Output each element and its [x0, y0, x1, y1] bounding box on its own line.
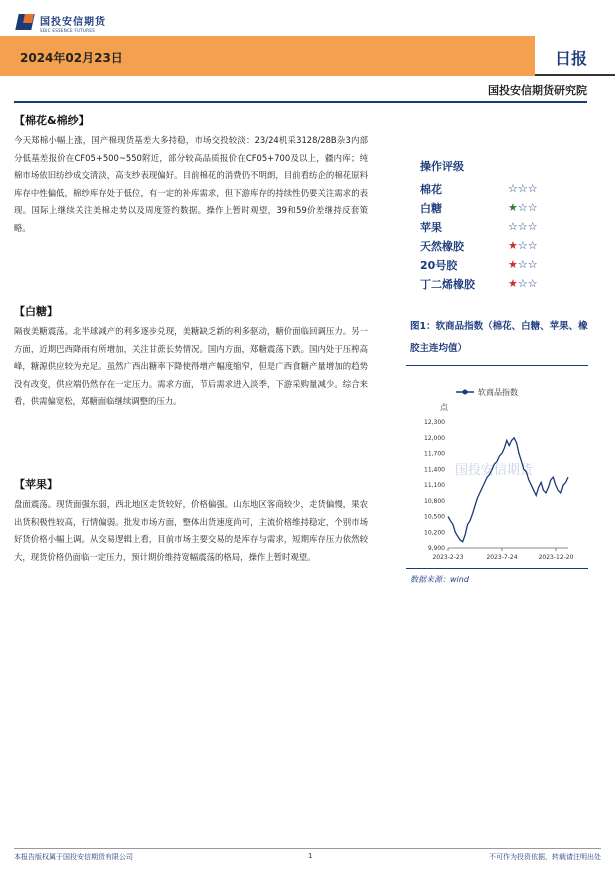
logo-name-en: SDIC ESSENCE FUTURES [40, 28, 96, 33]
rating-stars [508, 220, 538, 233]
rating-item-name: 20号胶 [420, 258, 458, 272]
star-empty-icon: ☆ [527, 182, 538, 195]
logo-name-cn: 国投安信期货 [40, 17, 106, 28]
rating-stars [508, 201, 538, 214]
rating-item-name: 苹果 [420, 220, 442, 234]
rating-row [420, 179, 570, 198]
star-empty-icon: ☆ [527, 220, 538, 233]
company-logo [14, 12, 106, 34]
rating-item-name: 天然橡胶 [420, 239, 464, 253]
chart-watermark: 国投安信期货 [455, 463, 534, 478]
logo-icon [14, 12, 36, 34]
series-line [448, 438, 568, 542]
rating-stars [508, 239, 538, 252]
y-tick-label: 12,300 [424, 419, 445, 426]
figure-title: 图1：软商品指数（棉花、白糖、苹果、橡胶主连均值） [410, 321, 588, 354]
report-type: 日报 [554, 49, 587, 68]
star-empty-icon: ☆ [527, 277, 538, 290]
x-tick-label: 2023-2-23 [432, 554, 464, 561]
star-empty-icon: ☆ [517, 277, 528, 290]
star-filled-icon: ★ [508, 277, 518, 290]
footer-divider [14, 848, 601, 849]
report-date: 2024年02月23日 [20, 51, 123, 65]
rating-item-name: 棉花 [420, 182, 442, 196]
soft-commodity-index-chart [408, 380, 588, 570]
section-title-cotton: 【棉花&棉纱】 [14, 114, 90, 127]
footer-disclaimer: 不可作为投资依据，转载请注明出处 [489, 853, 601, 861]
figure-divider-top [406, 365, 588, 366]
figure-divider-bottom [406, 568, 588, 569]
star-empty-icon: ☆ [527, 258, 538, 271]
section-title-apple: 【苹果】 [14, 478, 58, 491]
star-empty-icon: ☆ [527, 201, 538, 214]
institute-name: 国投安信期货研究院 [488, 84, 587, 97]
star-filled-icon: ★ [508, 239, 518, 252]
star-empty-icon: ☆ [517, 220, 528, 233]
rating-row [420, 255, 570, 274]
section-body-sugar: 隔夜美糖震荡。北半球减产的利多逐步兑现，美糖缺乏新的利多驱动，糖价面临回调压力。另一方面，近期巴西降雨有所增加，关注甘蔗长势情况。国内方面，郑糖震荡下跌。国内处于压榨高峰，糖源供应较为充足。虽然广西出糖率下降使得增产幅度缩窄，但是广西食糖产量增加的趋势没有改变，供应端仍然存在一定压力。需求方面，节后需求进入淡季，下游采购量减少。综合来看，供需偏宽松，郑糖面临继续调整的压力。 [14, 326, 368, 407]
rating-item-name: 白糖 [420, 201, 442, 215]
rating-row [420, 274, 570, 293]
star-empty-icon: ☆ [527, 239, 538, 252]
y-tick-label: 11,700 [424, 450, 445, 458]
star-empty-icon: ☆ [508, 220, 518, 233]
page-number: 1 [308, 852, 313, 860]
rating-stars [508, 182, 538, 195]
rating-row [420, 236, 570, 255]
star-filled-icon: ★ [508, 258, 518, 271]
legend-label: 软商品指数 [478, 388, 518, 397]
rating-row [420, 198, 570, 217]
star-empty-icon: ☆ [517, 182, 528, 195]
y-tick-label: 12,000 [424, 434, 445, 442]
rating-item-name: 丁二烯橡胶 [420, 277, 475, 291]
rating-row [420, 217, 570, 236]
star-empty-icon: ☆ [508, 182, 518, 195]
section-body-apple: 盘面震荡。现货面强东弱，西北地区走货较好，价格偏强。山东地区客商较少，走货偏慢，果农出货积极性较高，行情偏弱。批发市场方面，整体出货速度尚可，主流价格维持稳定，个别市场好货价格小幅上调。从交易逻辑上看，目前市场主要交易的是库存与需求，短期库存压力依然较大，现货价格仍面临一定压力，预计期价维持宽幅震荡的格局，操作上暂时观望。 [14, 499, 368, 562]
footer-copyright: 本报告版权属于国投安信期货有限公司 [14, 853, 133, 861]
star-filled-icon: ★ [508, 201, 518, 214]
y-tick-label: 9,900 [427, 545, 445, 552]
x-tick-label: 2023-12-20 [538, 554, 574, 561]
figure-source: 数据来源：wind [410, 575, 469, 584]
rating-stars [508, 258, 538, 271]
y-axis-unit: 点 [440, 403, 448, 412]
section-body-cotton: 今天郑棉小幅上涨，国产棉现货基差大多持稳，市场交投较淡：23/24机采3128/28B杂3内部分低基差报价在CF05+500~550附近，部分较高品质报价在CF05+700及以上，疆内库；纯棉市场依旧纺纱成交清淡，高支纱表现偏好。目前棉花的消费仍不明朗，目前看纺企的棉花原料库存中性偏低，棉纱库存处于低位，有一定的补库需求，但下游库存的持续性仍要关注需求的表现。国际上继续关注美棉走势以及周度签约数据。操作上暂时观望，39和59价差继持反套策略。 [14, 135, 368, 233]
y-tick-label: 10,500 [424, 513, 445, 521]
y-tick-label: 11,400 [424, 466, 445, 474]
legend-marker [463, 390, 468, 395]
rating-panel [420, 158, 570, 293]
y-tick-label: 10,200 [424, 529, 445, 537]
star-empty-icon: ☆ [517, 201, 528, 214]
header-divider [14, 101, 587, 103]
y-tick-label: 10,800 [424, 497, 445, 505]
date-banner [0, 36, 535, 76]
section-title-sugar: 【白糖】 [14, 305, 58, 318]
rating-stars [508, 277, 538, 290]
rating-heading: 操作评级 [420, 160, 464, 173]
x-tick-label: 2023-7-24 [486, 554, 518, 561]
star-empty-icon: ☆ [517, 239, 528, 252]
y-tick-label: 11,100 [424, 482, 445, 489]
star-empty-icon: ☆ [517, 258, 528, 271]
